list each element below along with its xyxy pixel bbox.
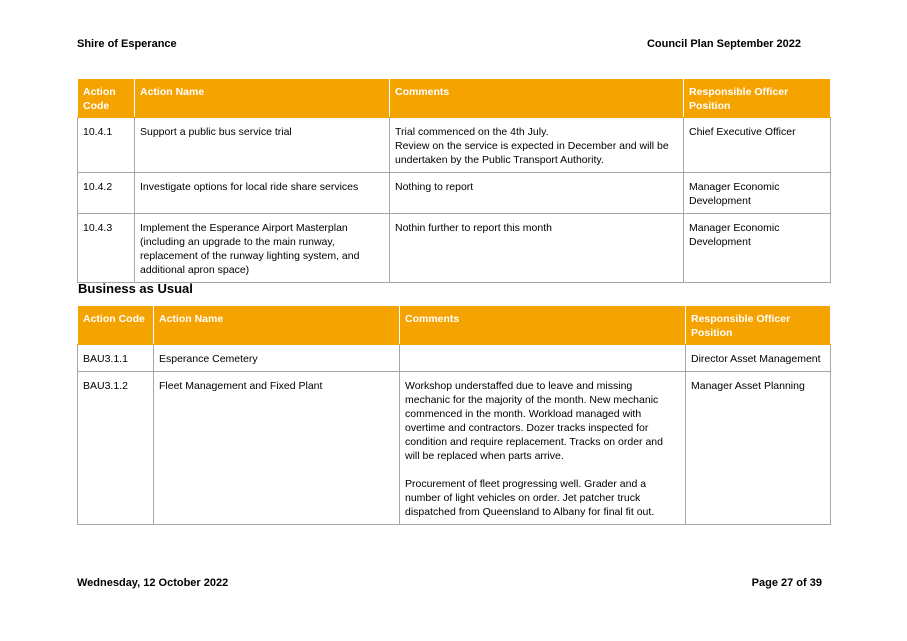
comment-text: Review on the service is expected in December and will be undertaken by the Public Transport Authority. (395, 140, 669, 166)
action-name-cell: Support a public bus service trial (135, 118, 390, 173)
column-header-action-name: Action Name (154, 306, 400, 345)
comments-cell (390, 118, 684, 173)
action-code-cell: 10.4.3 (78, 214, 135, 283)
table-row (78, 372, 831, 525)
comment-text: Nothin further to report this month (395, 222, 552, 234)
comments-cell (400, 372, 686, 525)
action-code-cell: 10.4.1 (78, 118, 135, 173)
actions-table (77, 78, 831, 283)
table-row (78, 118, 831, 173)
comment-text: Workshop understaffed due to leave and missing mechanic for the majority of the month. New mechanic commenced in the month. Workload managed with overtime and contractors. Dozer tracks inspected for condition and require replacement. Tracks on order and will be replaced when parts arrive. (405, 380, 663, 462)
header-document-title: Council Plan September 2022 (646, 38, 801, 50)
column-header-responsible-officer: Responsible Officer Position (684, 79, 831, 118)
comment-text: Trial commenced on the 4th July. (395, 126, 549, 138)
table-row (78, 173, 831, 214)
column-header-responsible-officer: Responsible Officer Position (686, 306, 831, 345)
footer-date: Wednesday, 12 October 2022 (77, 577, 229, 589)
comments-cell (400, 345, 686, 372)
action-code-cell: BAU3.1.2 (78, 372, 154, 525)
column-header-comments: Comments (400, 306, 686, 345)
comments-cell (390, 173, 684, 214)
comment-text: Procurement of fleet progressing well. Grader and a number of light vehicles on order. Jet patcher truck dispatched from Queensland to Albany for final fit out. (405, 478, 655, 518)
footer-page-number: Page 27 of 39 (751, 577, 822, 589)
officer-cell: Manager Asset Planning (686, 372, 831, 525)
comment-text: Nothing to report (395, 181, 474, 193)
comments-cell (390, 214, 684, 283)
header-organisation: Shire of Esperance (77, 38, 177, 50)
officer-cell: Manager Economic Development (684, 214, 831, 283)
action-name-cell: Implement the Esperance Airport Masterplan (including an upgrade to the main runway, replacement of the runway lighting system, and additional apron space) (135, 214, 390, 283)
officer-cell: Director Asset Management (686, 345, 831, 372)
action-code-cell: 10.4.2 (78, 173, 135, 214)
column-header-comments: Comments (390, 79, 684, 118)
column-header-action-code: Action Code (78, 79, 135, 118)
action-code-cell: BAU3.1.1 (78, 345, 154, 372)
actions-table-header-row (78, 79, 831, 118)
officer-cell: Chief Executive Officer (684, 118, 831, 173)
action-name-cell: Investigate options for local ride share services (135, 173, 390, 214)
table-row (78, 214, 831, 283)
section-heading-business-as-usual: Business as Usual (78, 281, 193, 296)
officer-cell: Manager Economic Development (684, 173, 831, 214)
column-header-action-name: Action Name (135, 79, 390, 118)
table-row (78, 345, 831, 372)
business-as-usual-table (77, 305, 831, 525)
bau-table-header-row (78, 306, 831, 345)
action-name-cell: Fleet Management and Fixed Plant (154, 372, 400, 525)
column-header-action-code: Action Code (78, 306, 154, 345)
action-name-cell: Esperance Cemetery (154, 345, 400, 372)
